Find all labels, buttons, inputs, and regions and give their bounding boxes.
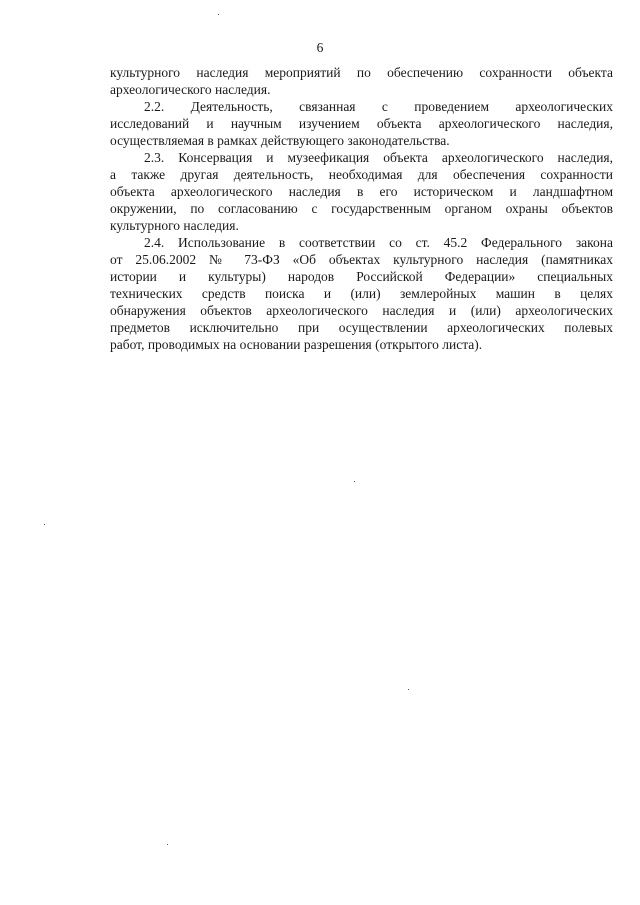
text-line: обнаружения объектов археологического наследия и (или) археологических [110, 303, 613, 318]
scan-speck [354, 481, 355, 482]
page-number: 6 [316, 40, 324, 55]
text-line: технических средств поиска и (или) землеройных машин в целях [110, 286, 613, 301]
text-line: культурного наследия. [110, 218, 239, 233]
text-line: истории и культуры) народов Российской Федерации» специальных [110, 269, 613, 284]
paragraph-2-2 [110, 98, 613, 149]
text-line: 2.4. Использование в соответствии со ст. 45.2 Федерального закона [144, 235, 613, 250]
text-line: а также другая деятельность, необходимая для обеспечения сохранности [110, 167, 613, 182]
text-line: окружении, по согласованию с государственным органом охраны объектов [110, 201, 613, 216]
scan-speck [218, 14, 219, 15]
text-line: культурного наследия мероприятий по обеспечению сохранности объекта [110, 65, 613, 80]
paragraph-continuation [110, 64, 613, 98]
text-line: 2.2. Деятельность, связанная с проведением археологических [144, 99, 613, 114]
scan-speck [44, 524, 45, 525]
text-line: объекта археологического наследия в его историческом и ландшафтном [110, 184, 613, 199]
text-line: работ, проводимых на основании разрешения (открытого листа). [110, 337, 483, 352]
text-line: осуществляемая в рамках действующего законодательства. [110, 133, 450, 148]
document-body [110, 64, 613, 353]
text-line: 2.3. Консервация и музеефикация объекта археологического наследия, [144, 150, 613, 165]
paragraph-2-4 [110, 234, 613, 353]
text-line: исследований и научным изучением объекта археологического наследия, [110, 116, 613, 131]
text-line: от 25.06.2002 № 73-ФЗ «Об объектах культурного наследия (памятниках [110, 252, 613, 267]
scan-speck [408, 689, 409, 690]
text-line: археологического наследия. [110, 82, 271, 97]
text-line: предметов исключительно при осуществлении археологических полевых [110, 320, 613, 335]
paragraph-2-3 [110, 149, 613, 234]
scan-speck [167, 844, 168, 845]
